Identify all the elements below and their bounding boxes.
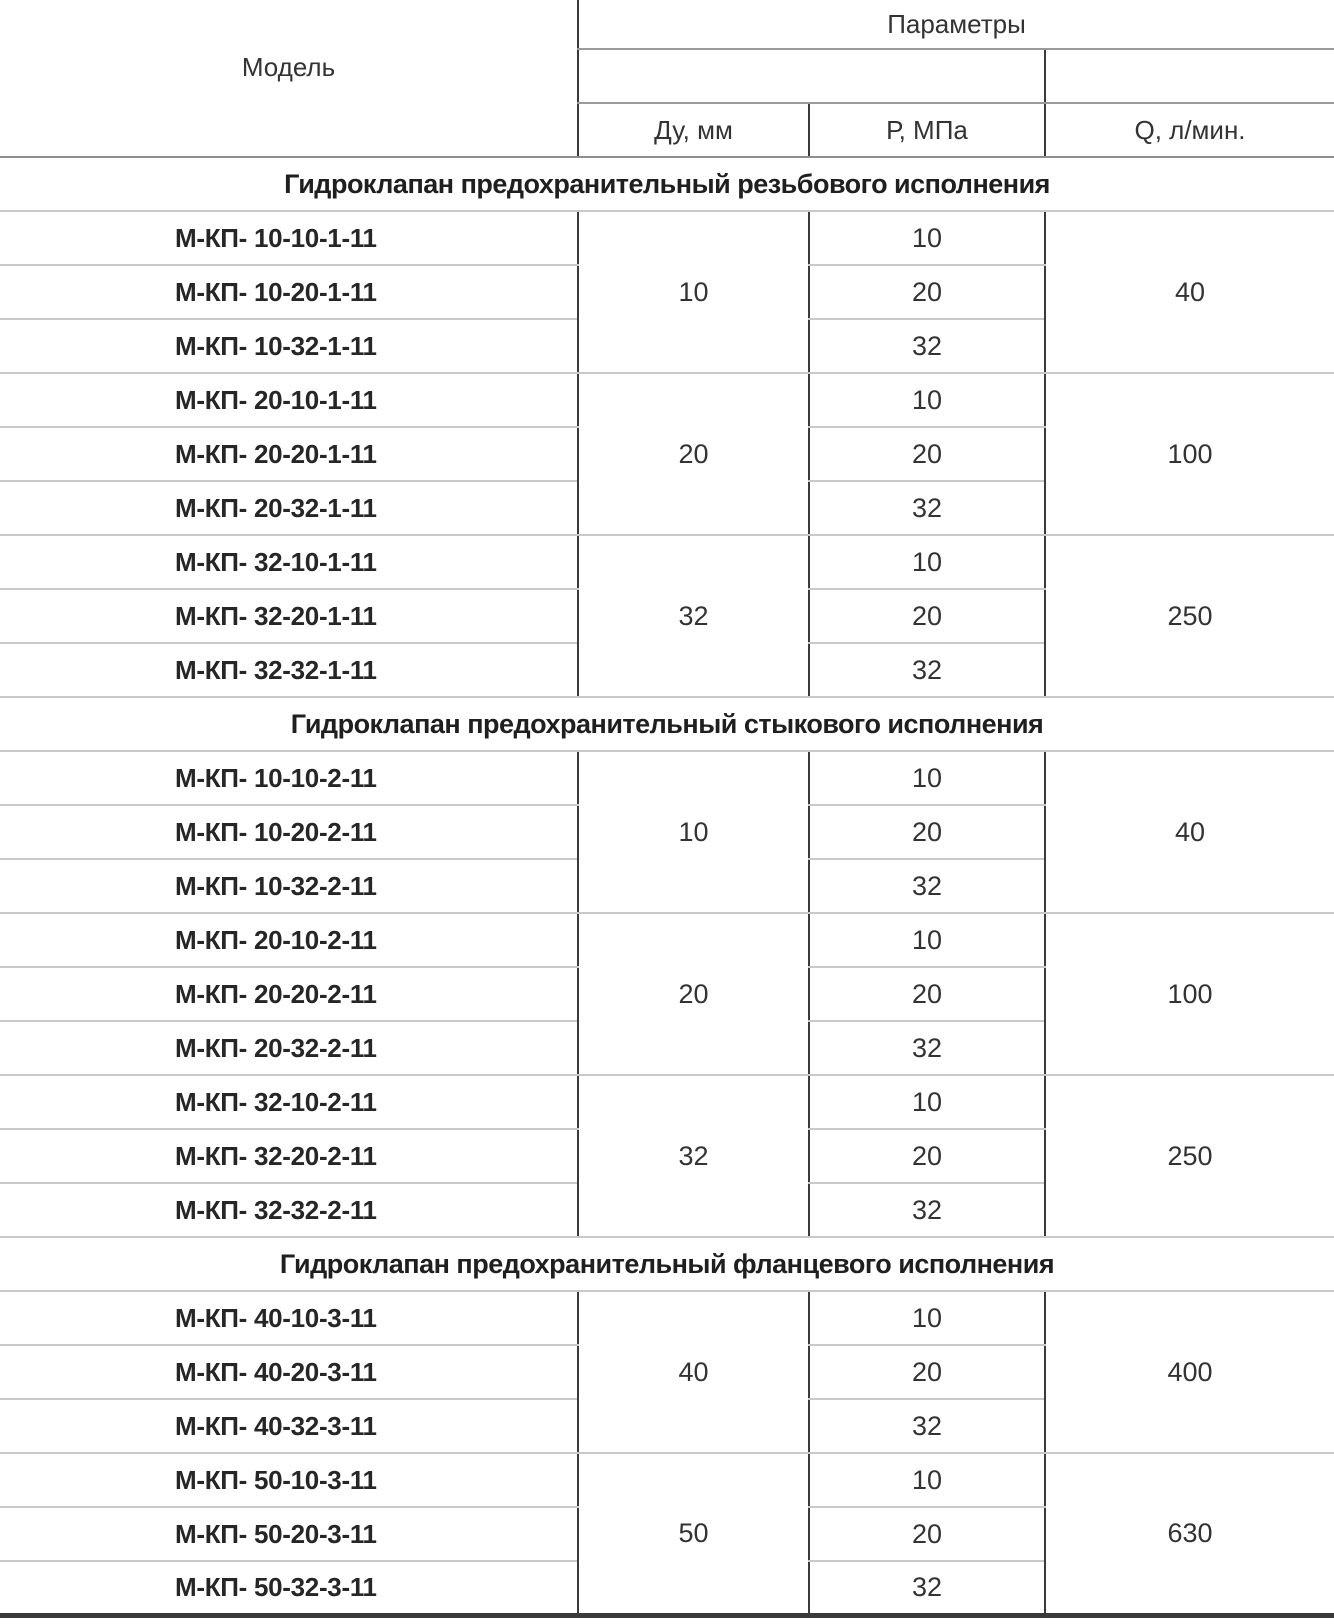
p-value-cell: 20: [809, 265, 1045, 319]
table-row: [0, 1291, 1334, 1345]
q-value-cell: 630: [1045, 1453, 1334, 1615]
model-cell: М-КП- 10-32-2-11: [0, 859, 578, 913]
model-cell: М-КП- 50-32-3-11: [0, 1561, 578, 1615]
model-cell: М-КП- 32-20-1-11: [0, 589, 578, 643]
model-cell: М-КП- 20-20-2-11: [0, 967, 578, 1021]
header-p: Р, МПа: [809, 103, 1045, 157]
p-value-cell: 20: [809, 1129, 1045, 1183]
table-row: [0, 1075, 1334, 1129]
p-value-cell: 10: [809, 751, 1045, 805]
table-row: [0, 373, 1334, 427]
model-cell: М-КП- 10-20-2-11: [0, 805, 578, 859]
header-parameters: Параметры: [578, 0, 1334, 49]
du-value-cell: 32: [578, 535, 809, 697]
p-value-cell: 32: [809, 319, 1045, 373]
header-du: Ду, мм: [578, 103, 809, 157]
p-value-cell: 32: [809, 1561, 1045, 1615]
q-value-cell: 400: [1045, 1291, 1334, 1453]
q-value-cell: 40: [1045, 211, 1334, 373]
section-title-row: [0, 1237, 1334, 1291]
model-cell: М-КП- 20-10-2-11: [0, 913, 578, 967]
p-value-cell: 10: [809, 1453, 1045, 1507]
section-title: Гидроклапан предохранительный фланцевого исполнения: [0, 1237, 1334, 1291]
table-row: [0, 1453, 1334, 1507]
p-value-cell: 10: [809, 913, 1045, 967]
p-value-cell: 20: [809, 1507, 1045, 1561]
q-value-cell: 100: [1045, 373, 1334, 535]
model-cell: М-КП- 40-20-3-11: [0, 1345, 578, 1399]
table-row: [0, 913, 1334, 967]
du-value-cell: 32: [578, 1075, 809, 1237]
du-value-cell: 10: [578, 751, 809, 913]
header-row-top: [0, 0, 1334, 49]
header-spacer-right: [1045, 49, 1334, 103]
q-value-cell: 40: [1045, 751, 1334, 913]
table-header: [0, 0, 1334, 157]
model-cell: М-КП- 10-10-2-11: [0, 751, 578, 805]
header-spacer-left: [578, 49, 1045, 103]
model-cell: М-КП- 32-10-1-11: [0, 535, 578, 589]
q-value-cell: 100: [1045, 913, 1334, 1075]
du-value-cell: 10: [578, 211, 809, 373]
model-cell: М-КП- 50-20-3-11: [0, 1507, 578, 1561]
p-value-cell: 20: [809, 1345, 1045, 1399]
q-value-cell: 250: [1045, 1075, 1334, 1237]
p-value-cell: 32: [809, 481, 1045, 535]
p-value-cell: 20: [809, 967, 1045, 1021]
p-value-cell: 10: [809, 373, 1045, 427]
model-cell: М-КП- 10-10-1-11: [0, 211, 578, 265]
p-value-cell: 10: [809, 211, 1045, 265]
section-title-row: [0, 697, 1334, 751]
model-cell: М-КП- 20-10-1-11: [0, 373, 578, 427]
p-value-cell: 10: [809, 1075, 1045, 1129]
header-model: Модель: [0, 0, 578, 157]
du-value-cell: 20: [578, 373, 809, 535]
model-cell: М-КП- 32-10-2-11: [0, 1075, 578, 1129]
table-body: [0, 157, 1334, 1615]
model-cell: М-КП- 50-10-3-11: [0, 1453, 578, 1507]
table-row: [0, 211, 1334, 265]
q-value-cell: 250: [1045, 535, 1334, 697]
model-cell: М-КП- 32-32-2-11: [0, 1183, 578, 1237]
p-value-cell: 32: [809, 859, 1045, 913]
p-value-cell: 32: [809, 643, 1045, 697]
p-value-cell: 20: [809, 427, 1045, 481]
header-q: Q, л/мин.: [1045, 103, 1334, 157]
model-cell: М-КП- 40-10-3-11: [0, 1291, 578, 1345]
p-value-cell: 10: [809, 535, 1045, 589]
du-value-cell: 50: [578, 1453, 809, 1615]
model-cell: М-КП- 32-32-1-11: [0, 643, 578, 697]
p-value-cell: 32: [809, 1183, 1045, 1237]
p-value-cell: 20: [809, 589, 1045, 643]
model-cell: М-КП- 20-32-1-11: [0, 481, 578, 535]
p-value-cell: 32: [809, 1399, 1045, 1453]
section-title-row: [0, 157, 1334, 211]
model-cell: М-КП- 40-32-3-11: [0, 1399, 578, 1453]
table-row: [0, 535, 1334, 589]
model-cell: М-КП- 10-32-1-11: [0, 319, 578, 373]
p-value-cell: 10: [809, 1291, 1045, 1345]
model-cell: М-КП- 20-20-1-11: [0, 427, 578, 481]
du-value-cell: 20: [578, 913, 809, 1075]
model-cell: М-КП- 32-20-2-11: [0, 1129, 578, 1183]
model-cell: М-КП- 10-20-1-11: [0, 265, 578, 319]
p-value-cell: 20: [809, 805, 1045, 859]
section-title: Гидроклапан предохранительный стыкового исполнения: [0, 697, 1334, 751]
section-title: Гидроклапан предохранительный резьбового исполнения: [0, 157, 1334, 211]
p-value-cell: 32: [809, 1021, 1045, 1075]
table-row: [0, 751, 1334, 805]
du-value-cell: 40: [578, 1291, 809, 1453]
model-cell: М-КП- 20-32-2-11: [0, 1021, 578, 1075]
